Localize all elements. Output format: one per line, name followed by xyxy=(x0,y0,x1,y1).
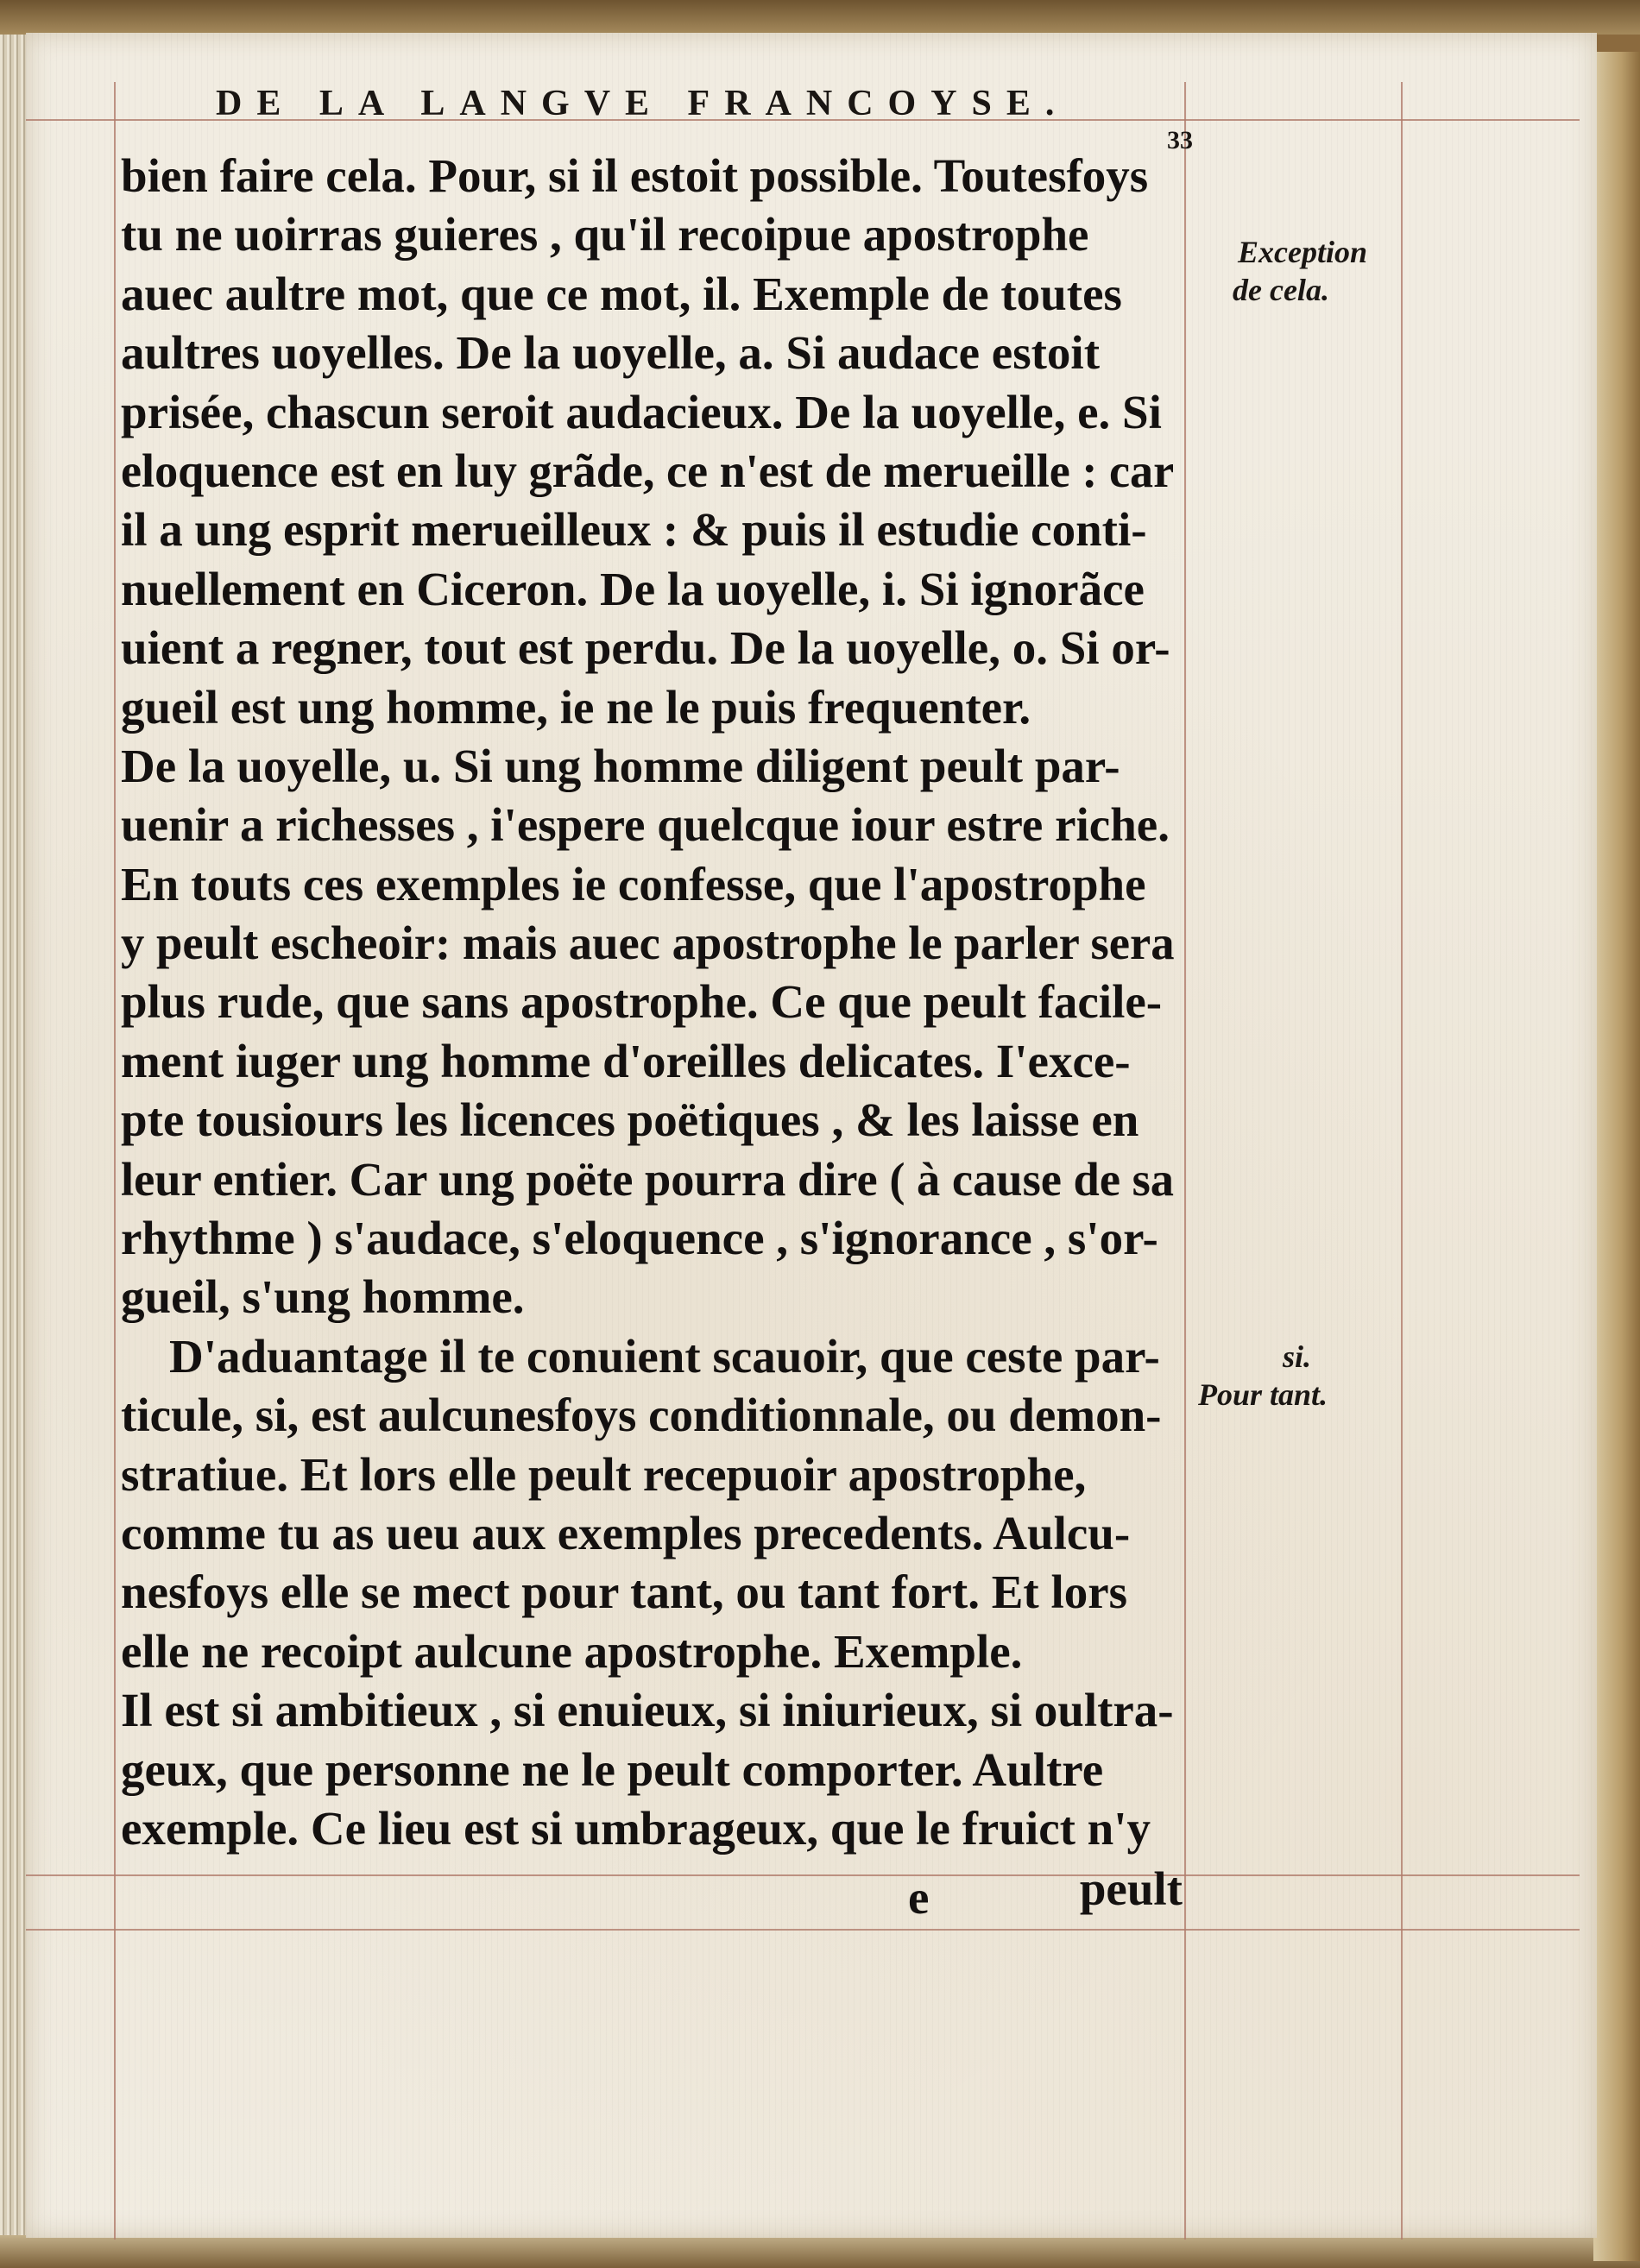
text-line: nuellement en Ciceron. De la uoyelle, i. Si ignorãce xyxy=(121,562,1145,615)
text-line: rhythme ) s'audace, s'eloquence , s'ignorance , s'or- xyxy=(121,1212,1158,1265)
text-line: uenir a richesses , i'espere quelcque iour estre riche. xyxy=(121,798,1170,852)
folio-number: 33 xyxy=(1167,126,1193,154)
text-line: gueil est ung homme, ie ne le puis frequenter. xyxy=(121,680,1031,734)
bottom-edge-shadow xyxy=(0,2235,1640,2268)
text-line: elle ne recoipt aulcune apostrophe. Exemple. xyxy=(121,1624,1023,1678)
left-page-stack xyxy=(0,0,29,2268)
marginal-note-line: Pour tant. xyxy=(1198,1377,1328,1412)
top-edge-shadow xyxy=(0,0,1640,35)
text-line: leur entier. Car ung poëte pourra dire ( à cause de sa xyxy=(121,1152,1175,1206)
text-line: nesfoys elle se mect pour tant, ou tant fort. Et lors xyxy=(121,1566,1128,1619)
catchword: peult xyxy=(1079,1862,1183,1915)
body-text xyxy=(121,147,1191,1858)
text-line: prisée, chascun seroit audacieux. De la uoyelle, e. Si xyxy=(121,385,1162,438)
text-line: geux, que personne ne le peult comporter. Aultre xyxy=(121,1742,1104,1796)
marginal-note-line: de cela. xyxy=(1233,273,1329,307)
running-title: DE LA LANGVE FRANCOYSE. xyxy=(216,84,1069,123)
text-line: comme tu as ueu aux exemples precedents. Aulcu- xyxy=(121,1506,1131,1559)
text-line: ticule, si, est aulcunesfoys conditionnale, ou demon- xyxy=(121,1389,1162,1442)
text-line: exemple. Ce lieu est si umbrageux, que le fruict n'y xyxy=(121,1801,1151,1855)
text-line: auec aultre mot, que ce mot, il. Exemple de toutes xyxy=(121,267,1122,320)
text-line: De la uoyelle, u. Si ung homme diligent peult par- xyxy=(121,739,1120,792)
marginal-note-line: si. xyxy=(1283,1339,1312,1374)
text-line: aultres uoyelles. De la uoyelle, a. Si audace estoit xyxy=(121,326,1101,380)
marginal-note-pour-tant xyxy=(1198,1338,1328,1414)
text-line: plus rude, que sans apostrophe. Ce que peult facile- xyxy=(121,975,1163,1029)
text-line: D'aduantage il te conuient scauoir, que ceste par- xyxy=(169,1329,1160,1383)
right-page-edge xyxy=(1593,52,1640,2261)
rule-margin-right xyxy=(1401,82,1403,2240)
text-line: Il est si ambitieux , si enuieux, si iniurieux, si oultra- xyxy=(121,1684,1174,1737)
text-line: eloquence est en luy grãde, ce n'est de merueille : car xyxy=(121,444,1175,497)
text-line: ment iuger ung homme d'oreilles delicates. I'exce- xyxy=(121,1034,1131,1087)
text-line: stratiue. Et lors elle peult recepuoir apostrophe, xyxy=(121,1447,1087,1501)
text-line: bien faire cela. Pour, si il estoit possible. Toutesfoys xyxy=(121,149,1149,202)
signature-mark: e xyxy=(908,1871,930,1924)
catchword-line xyxy=(121,1862,1183,1924)
text-line: uient a regner, tout est perdu. De la uoyelle, o. Si or- xyxy=(121,621,1170,675)
text-line: En touts ces exemples ie confesse, que l'apostrophe xyxy=(121,857,1146,910)
text-line: y peult escheoir: mais auec apostrophe le parler sera xyxy=(121,917,1175,970)
marginal-note-line: Exception xyxy=(1238,235,1367,269)
text-line: il a ung esprit merueilleux : & puis il estudie conti- xyxy=(121,503,1147,557)
text-line: gueil, s'ung homme. xyxy=(121,1270,525,1324)
rule-text-left xyxy=(114,82,116,2240)
text-line: tu ne uoirras guieres , qu'il recoipue apostrophe xyxy=(121,208,1089,261)
text-line: pte tousiours les licences poëtiques , & les laisse en xyxy=(121,1093,1139,1147)
marginal-note-exception xyxy=(1233,233,1367,309)
rule-bottom-2 xyxy=(26,1929,1580,1931)
